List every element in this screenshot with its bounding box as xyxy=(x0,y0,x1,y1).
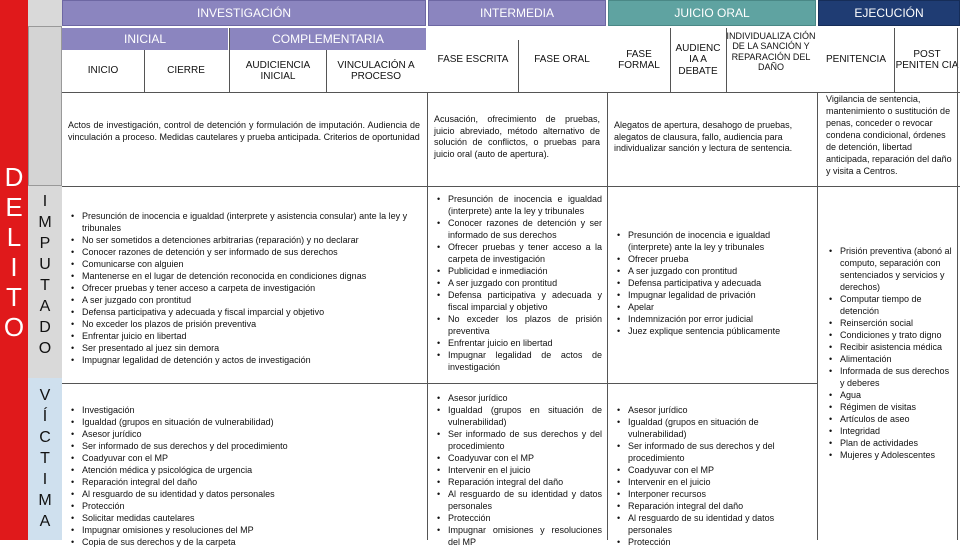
header-inicial: INICIAL xyxy=(62,28,228,50)
list-item: • A ser juzgado con prontitud xyxy=(448,277,602,289)
sub-individualiza: INDIVIDUALIZA CIÓN DE LA SANCIÓN Y REPARACIÓN DEL DAÑO xyxy=(726,31,816,73)
list-item: • Ser presentado al juez sin demora xyxy=(82,342,422,354)
list-item: • A ser juzgado con prontitud xyxy=(628,265,814,277)
list-item: • Impugnar legalidad de detención y actos de investigación xyxy=(82,354,422,366)
sub-penitencia: PENITENCIA xyxy=(825,54,886,66)
list-item: • Agua xyxy=(840,389,956,401)
list-item: • Apelar xyxy=(628,301,814,313)
list-item: • Asesor jurídico xyxy=(448,392,602,404)
list-item: • Presunción de inocencia e igualdad (interprete) ante la ley y tribunales xyxy=(448,193,602,217)
list-item: • A ser juzgado con prontitud xyxy=(82,294,422,306)
list-item: • Impugnar legalidad de actos de investigación xyxy=(448,349,602,373)
list-item: • Ser informado de sus derechos y del procedimiento xyxy=(82,440,422,452)
sub-fase-escrita: FASE ESCRITA xyxy=(437,54,509,66)
list-item: • Coadyuvar con el MP xyxy=(448,452,602,464)
list-item: • Al resguardo de su identidad y datos personales xyxy=(628,512,814,536)
list-item: • Defensa participativa y adecuada y fiscal imparcial y objetivo xyxy=(82,306,422,318)
line-v2 xyxy=(607,92,608,540)
list-item: • Defensa participativa y adecuada xyxy=(628,277,814,289)
list-item: • Coadyuvar con el MP xyxy=(628,464,814,476)
list-item: • Impugnar omisiones y resoluciones del MP xyxy=(448,524,602,548)
victima-intermedia xyxy=(434,392,602,547)
list-item: • Igualdad (grupos en situación de vulnerabilidad) xyxy=(628,416,814,440)
list-item: • Igualdad (grupos en situación de vulnerabilidad) xyxy=(82,416,422,428)
list-item: • Ofrecer prueba xyxy=(628,253,814,265)
list-item: • Solicitar medidas cautelares xyxy=(82,512,422,524)
list-item: • Reparación integral del daño xyxy=(448,476,602,488)
outline-top-left xyxy=(28,26,62,186)
list-item: • Al resguardo de su identidad y datos personales xyxy=(82,488,422,500)
list-item: • Conocer razones de detención y ser informado de sus derechos xyxy=(448,217,602,241)
list-item: • Intervenir en el juicio xyxy=(448,464,602,476)
sub-cierre: CIERRE xyxy=(167,65,205,77)
line-v11 xyxy=(957,28,958,540)
line-h3 xyxy=(62,383,818,384)
sub-audiencia-debate: AUDIENC IA A DEBATE xyxy=(675,42,721,77)
victima-investigacion xyxy=(68,404,422,547)
list-item: • Intervenir en el juicio xyxy=(628,476,814,488)
list-item: • Alimentación xyxy=(840,353,956,365)
list-item: • Impugnar omisiones y resoluciones del MP xyxy=(82,524,422,536)
list-item: • Publicidad e inmediación xyxy=(448,265,602,277)
delito-label: D E L I T O xyxy=(3,162,25,342)
list-item: • Coadyuvar con el MP xyxy=(82,452,422,464)
list-item: • Prisión preventiva (abonó al computo, separación con sentenciados y servicios y derechos) xyxy=(840,245,956,293)
row1-ejecucion: Vigilancia de sentencia, mantenimiento o sustitución de penas, conceder o revocar condena condicional, órdenes de detención, libertad anticipada, reparación del daño y visita a Centros. xyxy=(826,94,952,176)
list-item: • Asesor jurídico xyxy=(82,428,422,440)
list-item: • Artículos de aseo xyxy=(840,413,956,425)
line-v3 xyxy=(817,92,818,540)
sub-audiencia-inicial: AUDICIENCIA INICIAL xyxy=(245,59,311,82)
list-item: • Conocer razones de detención y ser informado de sus derechos xyxy=(82,246,422,258)
list-item: • Igualdad (grupos en situación de vulnerabilidad) xyxy=(448,404,602,428)
line-v1 xyxy=(427,92,428,540)
sub-vinculacion: VINCULACIÓN A PROCESO xyxy=(337,59,415,82)
header-juicio-oral: JUICIO ORAL xyxy=(608,0,816,26)
header-intermedia: INTERMEDIA xyxy=(428,0,606,26)
header-ejecucion: EJECUCIÓN xyxy=(818,0,960,26)
header-complementaria: COMPLEMENTARIA xyxy=(230,28,426,50)
row1-juicio: Alegatos de apertura, desahogo de pruebas, alegatos de clausura, fallo, audiencia para individualizar sanción y lectura de sentencia. xyxy=(614,120,793,154)
imputado-intermedia xyxy=(434,193,602,373)
list-item: • Condiciones y trato digno xyxy=(840,329,956,341)
list-item: • Investigación xyxy=(82,404,422,416)
list-item: • Protección xyxy=(82,500,422,512)
list-item: • Régimen de visitas xyxy=(840,401,956,413)
list-item: • Indemnización por error judicial xyxy=(628,313,814,325)
list-item: • No ser sometidos a detenciones arbitrarias (reparación) y no declarar xyxy=(82,234,422,246)
imputado-ejecucion xyxy=(826,245,956,461)
sub-fase-oral: FASE ORAL xyxy=(534,54,590,66)
victima-juicio xyxy=(614,404,814,547)
list-item: • No exceder los plazos de prisión preventiva xyxy=(82,318,422,330)
list-item: • Ofrecer pruebas y tener acceso a carpeta de investigación xyxy=(82,282,422,294)
list-item: • Atención médica y psicológica de urgencia xyxy=(82,464,422,476)
list-item: • Comunicarse con alguien xyxy=(82,258,422,270)
row1-investigacion: Actos de investigación, control de detención y formulación de imputación. Audiencia de vinculación a proceso. Medidas cautelares y prueba anticipada. Criterios de oportunidad xyxy=(68,120,420,142)
imputado-juicio xyxy=(614,229,814,337)
list-item: • Copia de sus derechos y de la carpeta xyxy=(82,536,422,548)
list-item: • Mantenerse en el lugar de detención reconocida en condiciones dignas xyxy=(82,270,422,282)
sub-fase-formal: FASE FORMAL xyxy=(618,48,660,71)
list-item: • Interponer recursos xyxy=(628,488,814,500)
list-item: • Mujeres y Adolescentes xyxy=(840,449,956,461)
sub-inicio: INICIO xyxy=(87,65,119,77)
list-item: • Asesor jurídico xyxy=(628,404,814,416)
list-item: • Integridad xyxy=(840,425,956,437)
list-item: • Juez explique sentencia públicamente xyxy=(628,325,814,337)
list-item: • Computar tiempo de detención xyxy=(840,293,956,317)
list-item: • Reinserción social xyxy=(840,317,956,329)
row1-intermedia: Acusación, ofrecimiento de pruebas, juicio abreviado, método alternativo de solución de conflictos, o pruebas para juicio oral (auto de apertura). xyxy=(434,114,600,159)
list-item: • Ser informado de sus derechos y del procedimiento xyxy=(448,428,602,452)
list-item: • Enfrentar juicio en libertad xyxy=(82,330,422,342)
imputado-label: I M P U T A D O xyxy=(38,193,52,357)
list-item: • Plan de actividades xyxy=(840,437,956,449)
header-investigacion: INVESTIGACIÓN xyxy=(62,0,426,26)
list-item: • Impugnar legalidad de privación xyxy=(628,289,814,301)
list-item: • Defensa participativa y adecuada y fiscal imparcial y objetivo xyxy=(448,289,602,313)
list-item: • Al resguardo de su identidad y datos personales xyxy=(448,488,602,512)
sub-post-penitencia: POST PENITEN CIA xyxy=(895,48,959,71)
imputado-investigacion xyxy=(68,210,422,366)
list-item: • Protección xyxy=(448,512,602,524)
list-item: • No exceder los plazos de prisión preventiva xyxy=(448,313,602,337)
list-item: • Recibir asistencia médica xyxy=(840,341,956,353)
list-item: • Presunción de inocencia e igualdad (interprete) ante la ley y tribunales xyxy=(628,229,814,253)
list-item: • Reparación integral del daño xyxy=(628,500,814,512)
list-item: • Informada de sus derechos y deberes xyxy=(840,365,956,389)
list-item: • Presunción de inocencia e igualdad (interprete y asistencia consular) ante la ley y tribunales xyxy=(82,210,422,234)
list-item: • Reparación integral del daño xyxy=(82,476,422,488)
list-item: • Protección xyxy=(628,536,814,548)
list-item: • Ser informado de sus derechos y del procedimiento xyxy=(628,440,814,464)
line-h2 xyxy=(62,186,960,187)
list-item: • Enfrentar juicio en libertad xyxy=(448,337,602,349)
victima-label: V Í C T I M A xyxy=(38,387,52,530)
list-item: • Ofrecer pruebas y tener acceso a la carpeta de investigación xyxy=(448,241,602,265)
